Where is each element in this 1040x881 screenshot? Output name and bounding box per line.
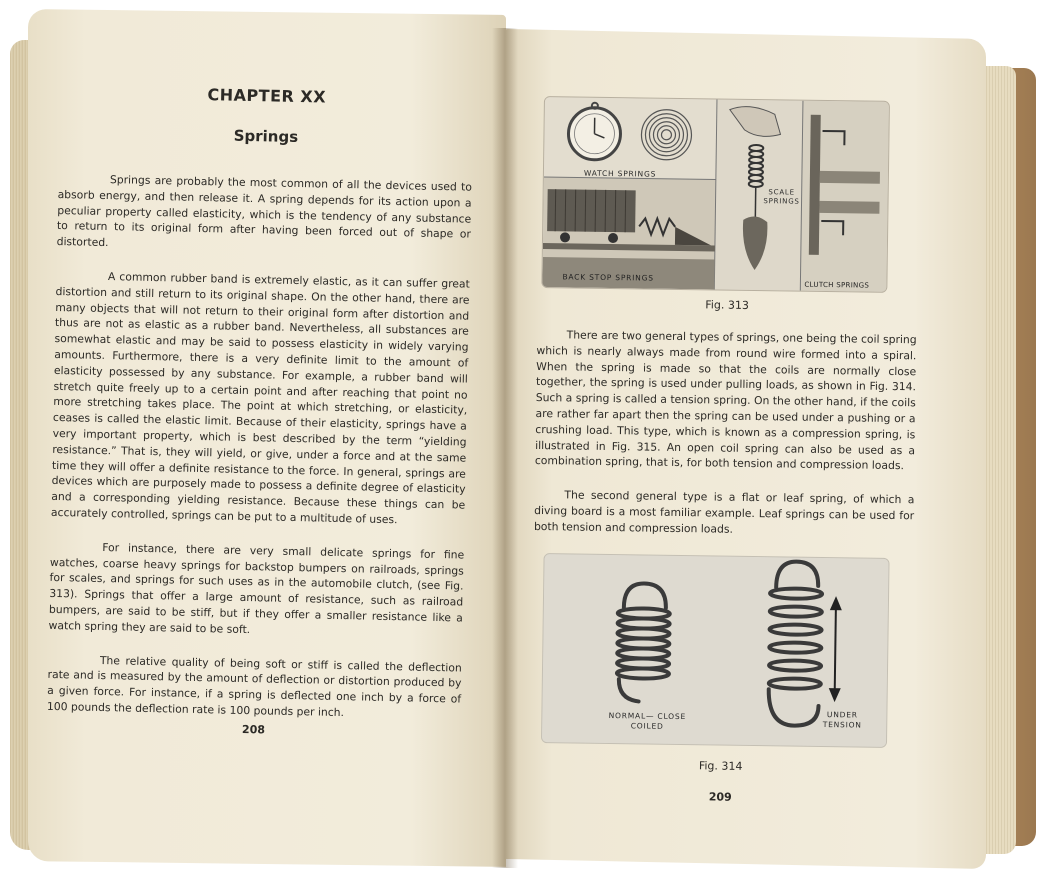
chapter-title: Springs <box>233 126 299 146</box>
chapter-heading: CHAPTER XX <box>207 85 327 107</box>
paragraph: The second general type is a flat or leaf spring, of which a diving board is a most familiar example. Leaf springs can be used for both tension and compression loads. <box>533 488 915 536</box>
book-gutter <box>492 28 518 868</box>
clutch-plate-icon <box>809 115 821 255</box>
paragraph: A common rubber band is extremely elastic, as it can suffer great distortion and still return to its original shape. On the other hand, there are many objects that will not return to their original form after distortion and thus are not as elastic as a rubber band. Nevertheless, all substances are somewhat elastic and may be said to possess elasticity in widely varying amounts. Furthermore, there is a very definite limit to the amount of elasticity possessed by any substance. For example, a rubber band will stretch quite freely up to a certain point and after reaching that point no more stretching takes place. The point at which stretching, or elasticity, ceases is called the elastic limit. Because of their elasticity, springs have a very important property, which is best described by the term “yielding resistance.” That is, they will yield, or give, under a force and at the same time they will offer a definite resistance to the force. In general, springs are devices which are purposely made to possess a definite degree of elasticity and a corresponding yielding resistance. Because these things can be accurately controlled, springs can be put to a multitude of uses. <box>50 270 470 527</box>
paragraph: There are two general types of springs, one being the coil spring which is nearly always made from round wire formed into a spiral. When the spring is made so that the coils are normally close together, the spring is used under pulling loads, as shown in Fig. 314. Such a spring is called a tension spring. On the other hand, if the coils are rather far apart then the spring can be used under a pushing or a crushing load. This type, which is known as a compression spring, is illustrated in Fig. 315. An open coil spring can also be used as a combination spring, that is, for both tension and compression loads. <box>534 328 917 473</box>
right-page-content <box>530 96 920 806</box>
paragraph: For instance, there are very small delicate springs for fine watches, coarse heavy springs for backstop bumpers on railroads, springs for scales, and springs for such uses as in the automobile clutch, (see Fig. 313). Springs that offer a large amount of resistance, such as railroad bumpers, are said to be stiff, but if they offer a smaller resistance like a watch spring they are said to be soft. <box>48 540 465 636</box>
paragraph: Springs are probably the most common of all the devices used to absorb energy, and then release it. A spring depends for its action upon a peculiar property called elasticity, which is the tendency of any substance to return to its original form after having been forced out of shape or distorted. <box>56 173 473 250</box>
figure-313 <box>541 96 890 293</box>
boxcar-icon <box>547 189 636 232</box>
watch-springs-label: WATCH SPRINGS <box>583 168 657 179</box>
figure-314-caption: Fig. 314 <box>698 758 743 773</box>
backstop-springs-label: BACK STOP SPRINGS <box>562 272 654 283</box>
normal-close-coiled-label: NORMAL— CLOSE COILED <box>608 710 687 731</box>
figure-313-caption: Fig. 313 <box>705 298 749 312</box>
page-number: 209 <box>708 789 732 804</box>
paragraph: The relative quality of being soft or stiff is called the deflection rate and is measured by the amount of deflection or distortion produced by a given force. For instance, if a spring is deflected one inch by a force of 100 pounds the deflection rate is 100 pounds per inch. <box>46 653 462 719</box>
figure-314 <box>541 553 890 748</box>
clutch-springs-label: CLUTCH SPRINGS <box>804 280 870 290</box>
under-tension-label: UNDER TENSION <box>822 709 862 730</box>
page-number: 208 <box>241 722 266 737</box>
left-page-content <box>46 82 474 740</box>
scale-springs-label: SCALE SPRINGS <box>763 188 800 206</box>
figure-313-illustration <box>542 97 889 292</box>
